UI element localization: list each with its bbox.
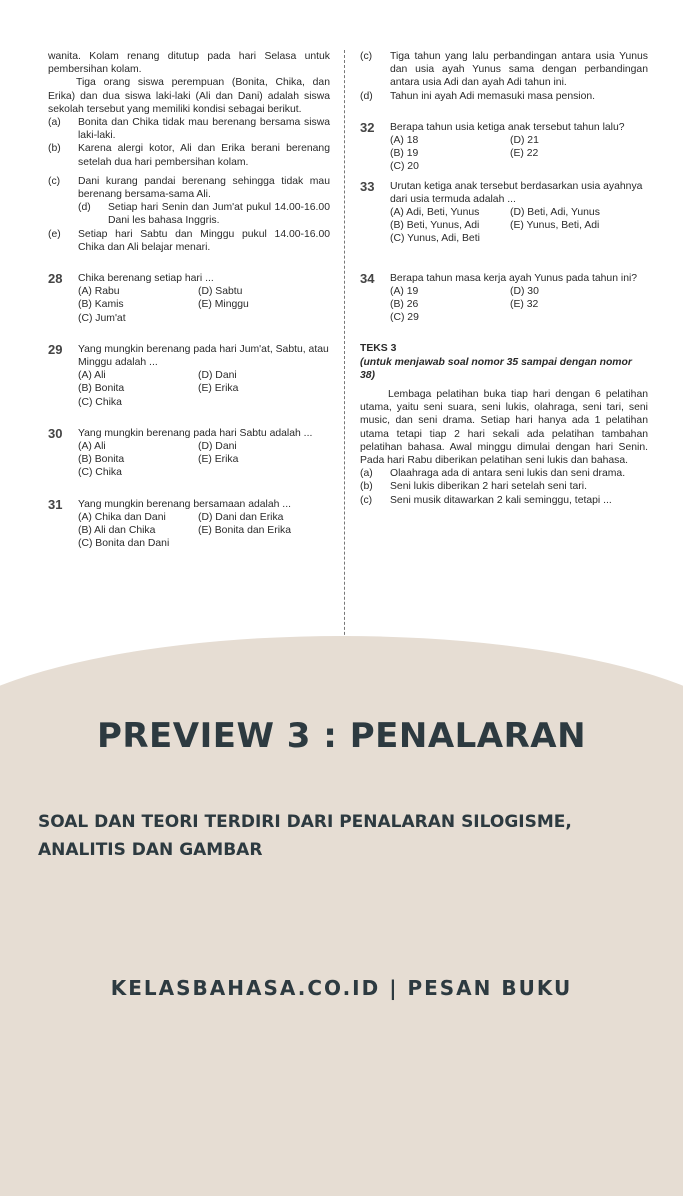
question-number: 30 (48, 425, 63, 441)
left-column (48, 50, 330, 551)
question-34 (360, 272, 648, 325)
question-number: 29 (48, 341, 63, 357)
section-title: TEKS 3 (360, 343, 397, 355)
choices: (A) Adi, Beti, Yunus (D) Beti, Adi, Yunus (B) Beti, Yunus, Adi (E) Yunus, Beti, Adi (C) Yunus, Adi, Beti (390, 207, 600, 245)
condition-a: (a) Bonita dan Chika tidak mau berenang bersama siswa laki-laki. (48, 117, 330, 142)
question-text: Berapa tahun usia ketiga anak tersebut tahun lalu? (390, 121, 625, 133)
intro-paragraph-1: wanita. Kolam renang ditutup pada hari Selasa untuk pembersihan kolam. (48, 51, 330, 76)
conditions-list (48, 116, 330, 254)
question-text: Yang mungkin berenang bersamaan adalah ... (78, 498, 291, 510)
question-number: 34 (360, 270, 375, 286)
choices: (A) 19 (D) 30 (B) 26 (E) 32 (C) 29 (390, 285, 539, 324)
section-body: Lembaga pelatihan buka tiap hari dengan 6 pelatihan utama, yaitu seni suara, seni lukis, olahraga, seni tari, seni music, dan seni drama. Setiap hari hanya ada 1 pelatihan utama tetapi tiap 2 hari sekali ada pelatihan tambahan pelatihan bahasa. Awal minggu dimulai dengan hari Senin. Pada hari Rabu diberikan pelatihan seni lukis dan bahasa. (360, 389, 648, 467)
question-29 (48, 343, 330, 409)
question-30 (48, 427, 330, 480)
question-text: Berapa tahun masa kerja ayah Yunus pada tahun ini? (390, 272, 638, 284)
rule-b: (b) Seni lukis diberikan 2 hari setelah seni tari. (360, 481, 587, 493)
statement-d: (d) Tahun ini ayah Adi memasuki masa pension. (360, 90, 596, 102)
question-33 (360, 180, 648, 246)
intro-paragraph-2: Tiga orang siswa perempuan (Bonita, Chika, dan Erika) dan dua siswa laki-laki (Ali dan Dani) adalah siswa sekolah tersebut yang memiliki kondisi sebagai berikut. (48, 77, 330, 115)
rule-c: (c) Seni musik ditawarkan 2 kali seminggu, tetapi ... (360, 494, 612, 506)
question-text: Yang mungkin berenang pada hari Jum'at, Sabtu, atau Minggu adalah ... (78, 343, 329, 369)
question-text: Yang mungkin berenang pada hari Sabtu adalah ... (78, 427, 313, 439)
question-number: 28 (48, 271, 63, 287)
column-divider (344, 50, 345, 670)
choices: (A) Chika dan Dani (D) Dani dan Erika (B) Ali dan Chika (E) Bonita dan Erika (C) Bonita dan Dani (78, 511, 291, 550)
statement-c: (c) Tiga tahun yang lalu perbandingan antara usia Yunus dan usia ayah Yunus sama dengan perbandingan antara usia Adi dan ayah Adi tahun ini. (360, 51, 648, 89)
condition-b: (b) Karena alergi kotor, Ali dan Erika berani berenang setelah dua hari pembersihan kolam. (48, 143, 330, 168)
section-subtitle: (untuk menjawab soal nomor 35 sampai dengan nomor 38) (360, 356, 632, 381)
choices: (A) Ali (D) Dani (B) Bonita (E) Erika (C) Chika (78, 441, 239, 479)
question-number: 31 (48, 496, 63, 512)
question-32 (360, 121, 648, 174)
question-number: 33 (360, 178, 375, 194)
choices: (A) Rabu (D) Sabtu (B) Kamis (E) Minggu (C) Jum'at (78, 286, 249, 324)
choices: (A) 18 (D) 21 (B) 19 (E) 22 (C) 20 (390, 135, 539, 173)
condition-d: (d) Setiap hari Senin dan Jum'at pukul 14.00-16.00 Dani les bahasa Inggris. (78, 202, 330, 227)
condition-c: (c) Dani kurang pandai berenang sehingga tidak mau berenang bersama-sama Ali. (48, 175, 330, 201)
banner-headline: PREVIEW 3 : PENALARAN (96, 716, 587, 756)
rule-a: (a) Olaahraga ada di antara seni lukis dan seni drama. (360, 468, 626, 480)
choices: (A) Ali (D) Dani (B) Bonita (E) Erika (C) Chika (78, 370, 239, 408)
question-number: 32 (360, 119, 375, 135)
condition-e: (e) Setiap hari Sabtu dan Minggu pukul 14.00-16.00 Chika dan Ali belajar menari. (48, 228, 330, 253)
right-column (360, 50, 648, 507)
banner-footer[interactable]: KELASBAHASA.CO.ID | PESAN BUKU (110, 976, 573, 1000)
question-31 (48, 498, 330, 551)
question-28 (48, 272, 330, 325)
question-text: Urutan ketiga anak tersebut berdasarkan usia ayahnya dari usia termuda adalah ... (390, 180, 643, 205)
banner-subline: SOAL DAN TEORI TERDIRI DARI PENALARAN SILOGISME, ANALITIS DAN GAMBAR (38, 812, 572, 860)
question-text: Chika berenang setiap hari ... (78, 273, 214, 285)
